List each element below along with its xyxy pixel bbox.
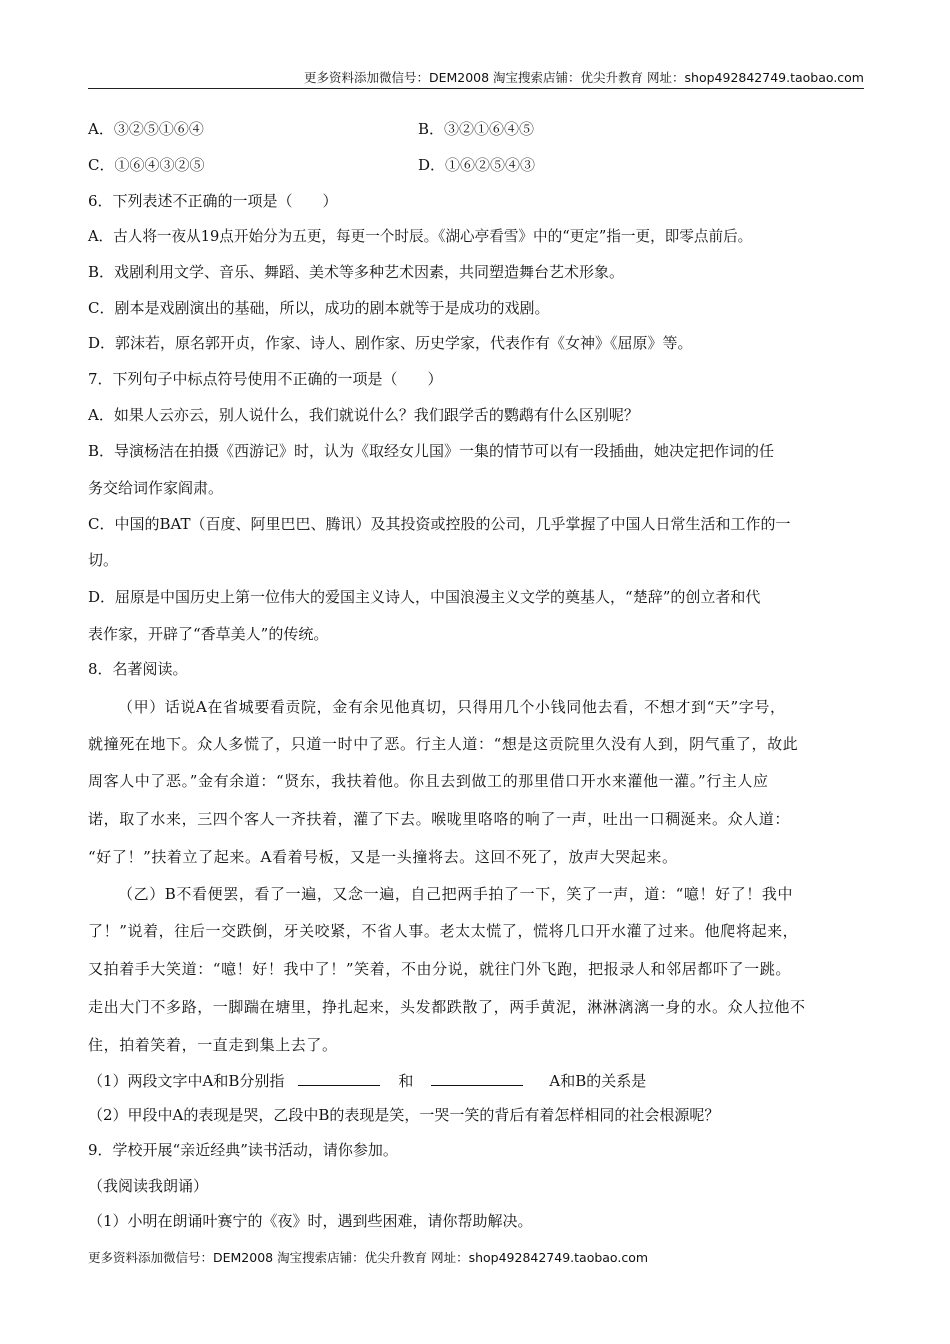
q8-passage-a-line: （甲）话说A在省城要看贡院，金有余见他真切，只得用几个小钱同他去看，不想才到“天”字号， [118, 698, 786, 716]
q8-stem: 8．名著阅读。 [88, 660, 188, 678]
q8-sub1-and: 和 [398, 1072, 414, 1090]
q6-option-b: B．戏剧利用文学、音乐、舞蹈、美术等多种艺术因素，共同塑造舞台艺术形象。 [88, 263, 625, 281]
q6-option-a: A．古人将一夜从19点开始分为五更，每更一个时辰。《湖心亭看雪》中的“更定”指一更，即零点前后。 [88, 228, 753, 245]
q7-option-c-line1: C．中国的BAT（百度、阿里巴巴、腾讯）及其投资或控股的公司，几乎掌握了中国人日常生活和工作的一 [88, 515, 791, 533]
q7-option-b-line1: B．导演杨洁在拍摄《西游记》时，认为《取经女儿国》一集的情节可以有一段插曲，她决定把作词的任 [88, 442, 775, 460]
q8-passage-b-line: 走出大门不多路，一脚踹在塘里，挣扎起来，头发都跌散了，两手黄泥，淋淋漓漓一身的水。众人拉他不 [88, 998, 806, 1016]
q8-passage-a-line: “好了！”扶着立了起来。A看着号板，又是一头撞将去。这回不死了，放声大哭起来。 [88, 848, 678, 866]
q5-option-a: A．③②⑤①⑥④ [88, 120, 204, 138]
q8-passage-a-line: 周客人中了恶。”金有余道：“贤东，我扶着他。你且去到做工的那里借口开水来灌他一灌。”行主人应 [88, 772, 769, 790]
q7-option-d-line2: 表作家，开辟了“香草美人”的传统。 [88, 625, 329, 643]
q8-sub1 [88, 1070, 646, 1091]
page-footer: 更多资料添加微信号：DEM2008 淘宝搜索店铺：优尖升教育 网址：shop492842749.taobao.com [88, 1250, 649, 1265]
q8-sub1-suffix: A和B的关系是 [549, 1072, 647, 1090]
q8-passage-b-line: 了！”说着，往后一交跌倒，牙关咬紧，不省人事。老太太慌了，慌将几口开水灌了过来。他爬将起来， [88, 922, 799, 940]
q9-sub1: （1）小明在朗诵叶赛宁的《夜》时，遇到些困难，请你帮助解决。 [88, 1212, 533, 1230]
q5-option-c: C．①⑥④③②⑤ [88, 156, 205, 174]
q8-passage-a-line: 诺，取了水来，三四个客人一齐扶着，灌了下去。喉咙里咯咯的响了一声，吐出一口稠涎来。众人道： [88, 810, 791, 828]
answer-blank-b[interactable] [431, 1071, 523, 1086]
page-header: 更多资料添加微信号：DEM2008 淘宝搜索店铺：优尖升教育 网址：shop492842749.taobao.com [88, 68, 864, 89]
q8-passage-b-line: 住，拍着笑着，一直走到集上去了。 [88, 1036, 338, 1054]
q8-sub2: （2）甲段中A的表现是哭，乙段中B的表现是笑，一哭一笑的背后有着怎样相同的社会根源呢？ [88, 1106, 720, 1124]
q8-passage-b-line: （乙）B不看便罢，看了一遍，又念一遍，自己把两手拍了一下，笑了一声，道：“噫！好了！我中 [118, 885, 794, 903]
q8-passage-b-line: 又拍着手大笑道：“噫！好！我中了！”笑着，不由分说，就往门外飞跑，把报录人和邻居都吓了一跳。 [88, 960, 791, 978]
q7-option-c-line2: 切。 [88, 551, 119, 569]
q9-stem: 9．学校开展“亲近经典”读书活动，请你参加。 [88, 1141, 398, 1159]
q6-stem: 6．下列表述不正确的一项是（ ） [88, 192, 338, 210]
q5-option-b: B．③②①⑥④⑤ [418, 120, 535, 138]
q7-option-d-line1: D．屈原是中国历史上第一位伟大的爱国主义诗人，中国浪漫主义文学的奠基人，“楚辞”的创立者和代 [88, 588, 761, 606]
q7-option-b-line2: 务交给词作家阎肃。 [88, 479, 224, 497]
q6-option-d: D．郭沫若，原名郭开贞，作家、诗人、剧作家、历史学家，代表作有《女神》《屈原》等。 [88, 334, 693, 352]
q7-option-a: A．如果人云亦云，别人说什么，我们就说什么？我们跟学舌的鹦鹉有什么区别呢？ [88, 406, 639, 424]
q8-sub1-prefix: （1）两段文字中A和B分别指 [88, 1072, 285, 1090]
q8-passage-a-line: 就撞死在地下。众人多慌了，只道一时中了恶。行主人道：“想是这贡院里久没有人到，阴气重了，故此 [88, 735, 799, 753]
q6-option-c: C．剧本是戏剧演出的基础，所以，成功的剧本就等于是成功的戏剧。 [88, 299, 550, 317]
answer-blank-a[interactable] [298, 1071, 380, 1086]
q5-option-d: D．①⑥②⑤④③ [418, 156, 536, 174]
q9-section-title: （我阅读我朗诵） [88, 1177, 209, 1195]
q7-stem: 7．下列句子中标点符号使用不正确的一项是（ ） [88, 370, 443, 388]
